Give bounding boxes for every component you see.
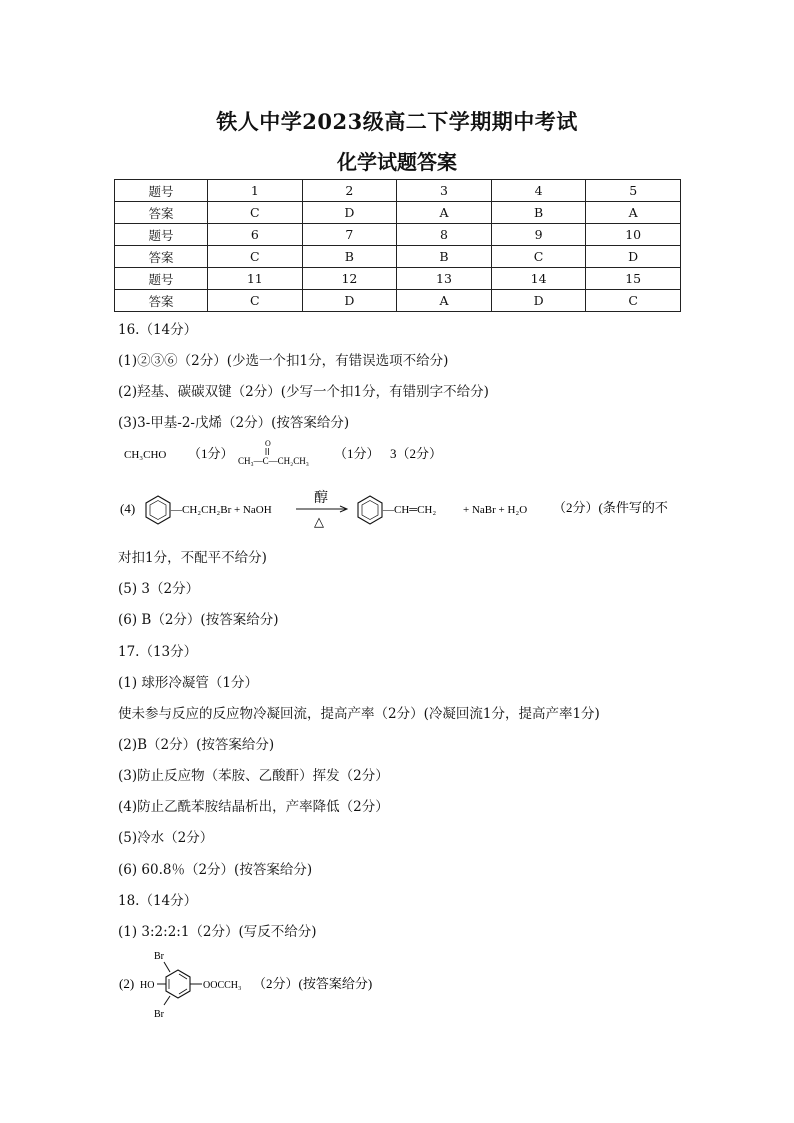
row-label: 答案 <box>115 246 208 268</box>
table-cell: 15 <box>586 268 681 290</box>
table-cell: D <box>302 202 397 224</box>
row-label: 题号 <box>115 180 208 202</box>
table-row <box>115 290 681 312</box>
q16-part6: (6) B（2分）(按答案给分) <box>118 612 279 628</box>
table-cell: 10 <box>586 224 681 246</box>
table-cell: 7 <box>302 224 397 246</box>
bond <box>164 996 170 1005</box>
q17-part5: (5)冷水（2分） <box>118 830 214 846</box>
q17-part6: (6) 60.8％（2分）(按答案给分) <box>118 862 313 878</box>
q17-part2: (2)B（2分）(按答案给分) <box>118 737 275 753</box>
condition-heat: △ <box>314 514 324 529</box>
ketone-oxygen: O <box>265 439 271 448</box>
table-row <box>115 268 681 290</box>
table-cell: D <box>302 290 397 312</box>
q16-part2: (2)羟基、碳碳双键（2分）(少写一个扣1分，有错别字不给分) <box>118 384 489 400</box>
table-cell: B <box>302 246 397 268</box>
part-number: (4) <box>120 501 136 516</box>
table-cell: C <box>586 290 681 312</box>
table-cell: D <box>491 290 586 312</box>
score-label: （1分） <box>334 446 380 461</box>
table-cell: 9 <box>491 224 586 246</box>
q18-heading: 18.（14分） <box>118 893 198 909</box>
table-cell: 2 <box>302 180 397 202</box>
benzene-ring-icon <box>358 496 382 524</box>
benzene-ring-icon <box>166 970 190 998</box>
q17-heading: 17.（13分） <box>118 644 198 660</box>
q16-part4-note: 对扣1分，不配平不给分) <box>118 550 267 566</box>
q16-part3: (3)3-甲基-2-戊烯（2分）(按答案给分) <box>118 415 350 431</box>
table-cell: C <box>208 246 303 268</box>
table-cell: 14 <box>491 268 586 290</box>
table-row <box>115 202 681 224</box>
bond <box>164 962 170 972</box>
table-cell: B <box>491 202 586 224</box>
table-cell: A <box>586 202 681 224</box>
table-cell: B <box>397 246 492 268</box>
score-note: （2分）(条件写的不 <box>553 500 668 515</box>
q16-heading: 16.（14分） <box>118 322 198 338</box>
hydroxyl-group: HO <box>140 980 155 991</box>
q17-part1-reason: 使未参与反应的反应物冷凝回流，提高产率（2分）(冷凝回流1分，提高产率1分) <box>118 706 600 722</box>
bromine-top: Br <box>154 951 164 962</box>
table-cell: 1 <box>208 180 303 202</box>
product-chain: —CH═CH₂ <box>383 504 437 516</box>
q18-part1: (1) 3:2:2:1（2分）(写反不给分) <box>118 924 317 940</box>
q18-part2-structure <box>118 946 418 1022</box>
table-cell: C <box>208 202 303 224</box>
row-label: 题号 <box>115 224 208 246</box>
table-cell: 8 <box>397 224 492 246</box>
q16-part5: (5) 3（2分） <box>118 581 200 597</box>
q16-part4-reaction <box>118 484 678 534</box>
row-label: 题号 <box>115 268 208 290</box>
table-cell: 3 <box>397 180 492 202</box>
answer-table <box>114 179 681 312</box>
reactant-chain: —CH₂CH₂Br + NaOH <box>171 504 272 516</box>
table-cell: 12 <box>302 268 397 290</box>
ketone-formula: CH₃—C—CH₂CH₃ <box>238 456 309 466</box>
table-cell: 11 <box>208 268 303 290</box>
byproducts: + NaBr + H₂O <box>463 504 528 516</box>
table-cell: D <box>586 246 681 268</box>
table-cell: 4 <box>491 180 586 202</box>
table-cell: 6 <box>208 224 303 246</box>
aldehyde-formula: CH₃CHO <box>124 449 167 461</box>
table-cell: C <box>491 246 586 268</box>
q16-part1: (1)②③⑥（2分）(少选一个扣1分，有错误选项不给分) <box>118 353 449 369</box>
table-cell: A <box>397 290 492 312</box>
table-row <box>115 180 681 202</box>
score-label: （1分） <box>188 446 234 461</box>
row-label: 答案 <box>115 290 208 312</box>
table-row <box>115 224 681 246</box>
condition-solvent: 醇 <box>314 491 328 506</box>
isomer-count: 3（2分） <box>390 446 443 461</box>
part-number: (2) <box>119 976 135 991</box>
table-cell: 13 <box>397 268 492 290</box>
table-cell: A <box>397 202 492 224</box>
table-cell: 5 <box>586 180 681 202</box>
exam-title: 铁人中学2023级高二下学期期中考试 <box>216 109 578 134</box>
exam-subtitle: 化学试题答案 <box>337 150 457 174</box>
table-row <box>115 246 681 268</box>
q17-part1: (1) 球形冷凝管（1分） <box>118 675 259 691</box>
q17-part4: (4)防止乙酰苯胺结晶析出，产率降低（2分） <box>118 799 389 815</box>
q16-part3-structures <box>118 436 458 472</box>
benzene-ring-icon <box>146 496 170 524</box>
bromine-bottom: Br <box>154 1009 164 1020</box>
table-cell: C <box>208 290 303 312</box>
ester-group: OOCCH₃ <box>203 980 242 991</box>
row-label: 答案 <box>115 202 208 224</box>
q17-part3: (3)防止反应物（苯胺、乙酸酐）挥发（2分） <box>118 768 389 784</box>
score-note: （2分）(按答案给分) <box>253 976 373 991</box>
